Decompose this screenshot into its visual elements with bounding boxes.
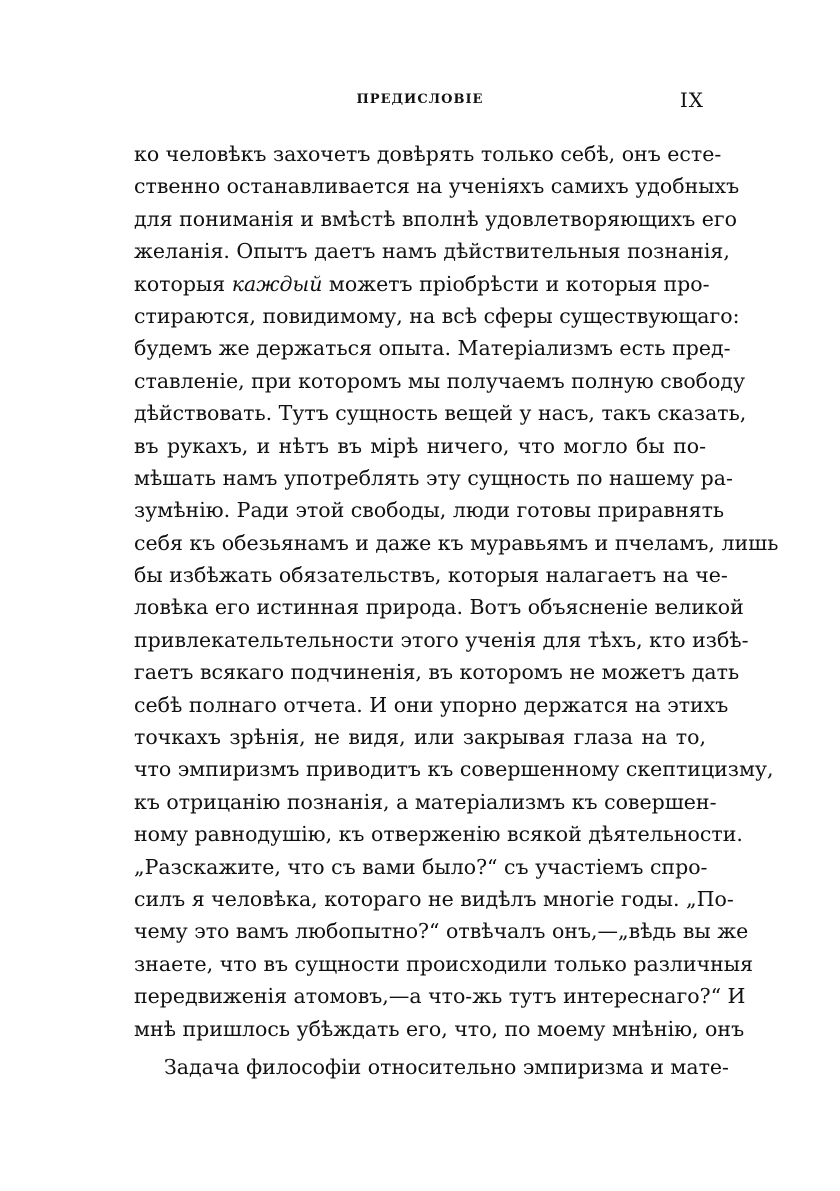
- text-line: привлекательтельности этого ученія для тѣхъ, кто избѣ-: [134, 627, 749, 652]
- page-number: IX: [679, 88, 704, 112]
- text-line: передвиженія атомовъ,—а что-жь тутъ интереснаго?“ И: [134, 984, 746, 1009]
- text-line: ственно останавливается на ученіяхъ самихъ удобныхъ: [134, 174, 740, 199]
- text-line: ко человѣкъ захочетъ довѣрять только себѣ, онъ есте-: [134, 142, 722, 166]
- body-text: [134, 138, 779, 1083]
- text-line: ставленіе, при которомъ мы получаемъ полную свободу: [134, 368, 746, 393]
- text-segment: которыя: [134, 271, 232, 296]
- text-line: силъ я человѣка, котораго не видѣлъ многіе годы. „По-: [134, 886, 734, 911]
- text-line: мнѣ пришлось убѣждать его, что, по моему мнѣнію, онъ: [134, 1016, 745, 1041]
- text-line: знаете, что въ сущности происходили только различныя: [134, 951, 754, 976]
- text-line: чему это вамъ любопытно?“ отвѣчалъ онъ,—„вѣдь вы же: [134, 919, 749, 944]
- emphasized-word: каждый: [231, 271, 323, 296]
- text-line: [134, 268, 710, 300]
- text-line: себѣ полнаго отчета. И они упорно держатся на этихъ: [134, 692, 729, 717]
- text-line: „Разскажите, что съ вами было?“ съ участіемъ спро-: [134, 854, 708, 879]
- text-line: дѣйствовать. Тутъ сущность вещей у насъ, такъ сказать,: [134, 401, 747, 426]
- text-line: къ отрицанію познанія, а матеріализмъ къ совершен-: [134, 789, 717, 814]
- text-line: что эмпиризмъ приводитъ къ совершенному скептицизму,: [134, 757, 774, 782]
- text-line: зумѣнію. Ради этой свободы, люди готовы приравнять: [134, 498, 725, 523]
- text-line: бы избѣжать обязательствъ, которыя налагаетъ на че-: [134, 563, 728, 588]
- text-line: мѣшать намъ употреблять эту сущность по нашему ра-: [134, 465, 733, 490]
- text-line: для пониманія и вмѣстѣ вполнѣ удовлетворяющихъ его: [134, 206, 738, 231]
- text-line: стираются, повидимому, на всѣ сферы существующаго:: [134, 303, 740, 328]
- text-line: Задача философіи относительно эмпиризма и мате-: [164, 1054, 729, 1079]
- text-segment: можетъ пріобрѣсти и которыя про-: [322, 271, 710, 296]
- text-line: себя къ обезьянамъ и даже къ муравьямъ и пчеламъ, лишь: [134, 530, 779, 555]
- text-line: гаетъ всякаго подчиненія, въ которомъ не можетъ дать: [134, 660, 740, 685]
- text-line: ловѣка его истинная природа. Вотъ объясненіе великой: [134, 595, 744, 620]
- text-line: ному равнодушію, къ отверженію всякой дѣятельности.: [134, 822, 743, 847]
- text-line: въ рукахъ, и нѣтъ въ мірѣ ничего, что могло бы по-: [134, 433, 706, 458]
- running-title: ПРЕДИСЛОВІЕ: [356, 92, 484, 107]
- running-head: [134, 88, 706, 112]
- text-line: точкахъ зрѣнія, не видя, или закрывая глаза на то,: [134, 725, 706, 750]
- text-line: желанія. Опытъ даетъ намъ дѣйствительныя познанія,: [134, 239, 730, 264]
- text-line: будемъ же держаться опыта. Матеріализмъ есть пред-: [134, 336, 731, 361]
